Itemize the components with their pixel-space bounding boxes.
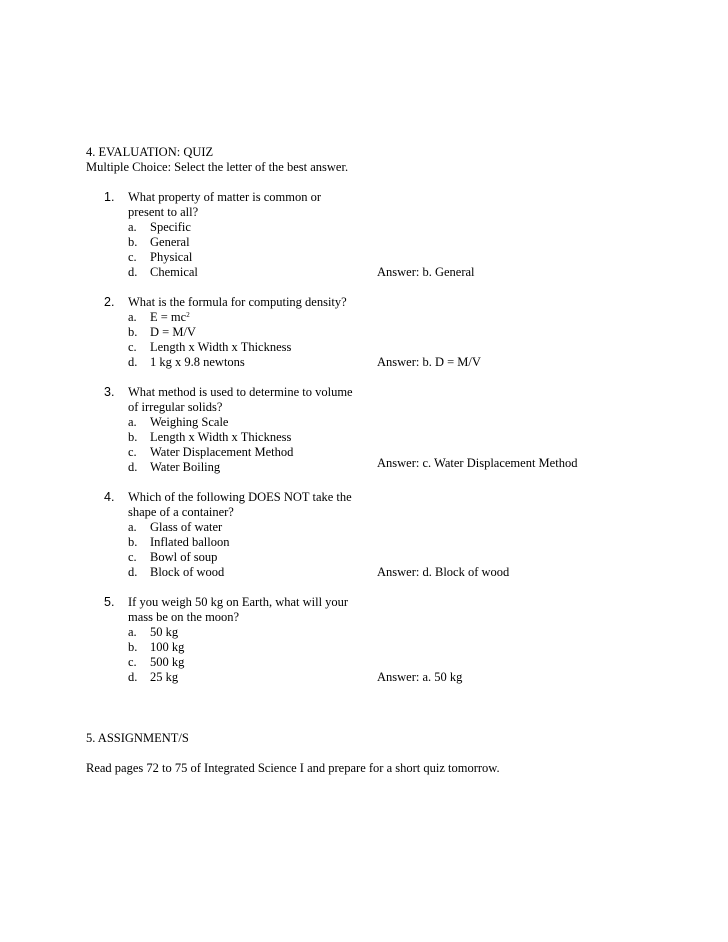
choice-text [150,340,291,355]
choice-item [128,655,706,670]
choice-text [150,235,190,250]
choice-text [150,430,291,445]
choice-text-main: 25 kg [150,670,179,684]
choice-item [128,535,706,550]
question-number: 5. [104,595,115,609]
choice-letter: c. [128,655,137,669]
choice-letter: c. [128,340,137,354]
choice-item [128,625,706,640]
choice-text-main: Weighing Scale [150,415,229,429]
choice-text-main: Length x Width x Thickness [150,430,292,444]
choice-text-main: 50 kg [150,625,179,639]
question-item [86,295,706,370]
answer-text: Answer: b. General [377,265,475,279]
answer-text: Answer: b. D = M/V [377,355,481,369]
document-page [86,145,706,776]
question-text-line: If you weigh 50 kg on Earth, what will your [128,595,349,609]
choice-text-main: Block of wood [150,565,225,579]
choice-letter: d. [128,460,138,474]
choice-text-main: 1 kg x 9.8 newtons [150,355,245,369]
answer-text: Answer: a. 50 kg [377,670,463,684]
choice-text [150,325,196,340]
assignment-text: Read pages 72 to 75 of Integrated Science I and prepare for a short quiz tomorrow. [86,761,500,775]
choice-letter: d. [128,265,138,279]
choice-text [150,265,198,280]
assignment-title: 5. ASSIGNMENT/S [86,731,189,745]
question-item [86,595,706,685]
choice-text [150,220,191,235]
choice-item [128,520,706,535]
question-text-line: of irregular solids? [128,400,223,414]
choice-text [150,535,230,550]
choice-item [128,640,706,655]
choice-item [128,220,706,235]
question-text-line: Which of the following DOES NOT take the [128,490,352,504]
choice-text [150,565,224,580]
choice-letter: b. [128,640,138,654]
choice-letter: c. [128,250,137,264]
choice-letter: a. [128,415,137,429]
question-text [128,385,368,415]
choice-text [150,310,190,325]
answer-text: Answer: c. Water Displacement Method [377,456,578,470]
question-text [128,595,368,625]
choice-letter: a. [128,520,137,534]
choice-text-main: Physical [150,250,193,264]
question-text-line: What property of matter is common or [128,190,321,204]
choice-text-main: Length x Width x Thickness [150,340,292,354]
choice-letter: b. [128,325,138,339]
choice-text-main: Water Boiling [150,460,221,474]
choice-text [150,250,192,265]
choice-text [150,550,217,565]
choice-text [150,670,178,685]
question-text-line: What method is used to determine to volume [128,385,353,399]
question-text-line: shape of a container? [128,505,234,519]
choice-letter: c. [128,445,137,459]
choice-text-main: Chemical [150,265,198,279]
question-text-line: present to all? [128,205,199,219]
question-number: 1. [104,190,115,204]
superscript: 2 [186,311,190,319]
choice-text-main: Water Displacement Method [150,445,294,459]
question-number: 4. [104,490,115,504]
question-item [86,385,706,475]
choice-text [150,415,229,430]
choice-text [150,445,293,460]
answer-text: Answer: d. Block of wood [377,565,510,579]
choice-letter: a. [128,310,137,324]
choice-letter: a. [128,625,137,639]
choice-letter: b. [128,235,138,249]
choice-text [150,460,220,475]
question-text-line: What is the formula for computing density? [128,295,347,309]
choice-letter: d. [128,355,138,369]
choice-letter: d. [128,670,138,684]
choice-text-main: Specific [150,220,191,234]
choice-item [128,235,706,250]
choice-text-main: E = mc [150,310,187,324]
question-number: 2. [104,295,115,309]
choice-text-main: Inflated balloon [150,535,230,549]
question-text [128,190,368,220]
question-text-line: mass be on the moon? [128,610,240,624]
choice-item [128,250,706,265]
choice-text [150,640,184,655]
choice-item [128,430,706,445]
choice-text [150,625,178,640]
question-number: 3. [104,385,115,399]
choice-text-main: Bowl of soup [150,550,218,564]
choice-text-main: 500 kg [150,655,185,669]
evaluation-title: 4. EVALUATION: QUIZ [86,145,214,159]
choice-letter: c. [128,550,137,564]
question-text [128,490,368,520]
choice-text-main: 100 kg [150,640,185,654]
choice-letter: b. [128,430,138,444]
choice-item [128,310,706,325]
question-item [86,490,706,580]
choice-letter: a. [128,220,137,234]
question-text [128,295,368,310]
choice-text [150,355,245,370]
choice-item [128,415,706,430]
choice-text-main: D = M/V [150,325,196,339]
choice-item [128,550,706,565]
choice-item [128,340,706,355]
choice-letter: b. [128,535,138,549]
choice-letter: d. [128,565,138,579]
choice-text [150,655,184,670]
choice-text [150,520,222,535]
evaluation-instructions: Multiple Choice: Select the letter of the best answer. [86,160,349,174]
choice-text-main: General [150,235,190,249]
question-list [86,190,706,685]
question-item [86,190,706,280]
choice-item [128,325,706,340]
choice-text-main: Glass of water [150,520,223,534]
